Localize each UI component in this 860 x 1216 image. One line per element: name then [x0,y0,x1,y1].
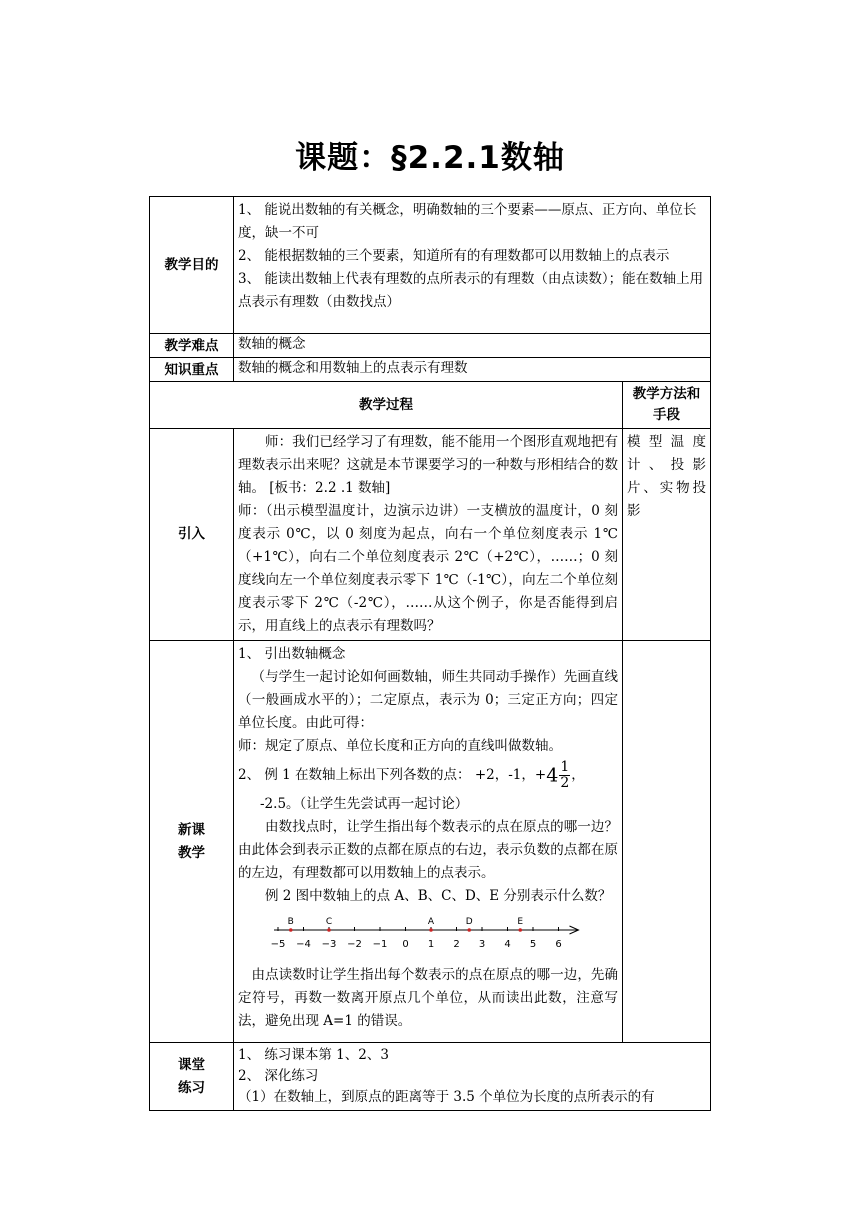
mixed-number-whole: 4 [546,764,559,787]
goal-item: 2、 能根据数轴的三个要素，知道所有的有理数都可以用数轴上的点表示 [238,248,670,264]
practice-row [150,1043,711,1111]
tick-label: 5 [529,938,537,950]
point-b [289,928,293,932]
new-lesson-content [234,641,623,1043]
practice-label-line: 课堂 [178,1056,205,1073]
new-lesson-label-line: 新课 [178,821,205,838]
point-label: D [465,916,473,927]
lesson-paragraph: -2.5。（让学生先尝试再一起讨论） [260,795,469,812]
key-points-row [150,358,711,382]
point-e [518,928,522,932]
fraction-numerator: 1 [560,759,570,775]
lesson-paragraph: 1、 引出数轴概念 [238,646,346,662]
tick-label: 6 [555,938,562,950]
practice-content [234,1043,711,1111]
tick-label: −4 [296,938,311,950]
fraction [559,760,570,791]
goal-item: 1、 能说出数轴的有关概念，明确数轴的三个要素——原点、正方向、单位长度，缺一不可 [238,202,697,241]
intro-label: 引入 [150,429,234,641]
intro-content [234,429,623,641]
example1-text: 2、 例 1 在数轴上标出下列各数的点： +2，-1，+ [238,767,547,783]
tick-label: −2 [347,938,362,950]
lesson-paragraph: 由点读数时让学生指出每个数表示的点在原点的哪一边，先确定符号，再数一数离开原点几个单位，从而读出此数，注意写法，避免出现 A=1 的错误。 [238,966,618,1029]
goals-content [234,197,711,334]
fraction-denominator: 2 [560,775,570,791]
key-points-text: 数轴的概念和用数轴上的点表示有理数 [234,358,711,382]
new-lesson-label [150,641,234,1043]
tick-label: 0 [402,938,409,950]
process-header-row [150,382,711,429]
lesson-paragraph: 例 2 图中数轴上的点 A、B、C、D、E 分别表示什么数？ [265,887,612,904]
practice-item: （1）在数轴上，到原点的距离等于 3.5 个单位为长度的点所表示的有 [238,1089,655,1105]
goal-item: 3、 能读出数轴上代表有理数的点所表示的有理数（由点读数）；能在数轴上用点表示有理数（由数找点） [238,271,704,310]
lesson-paragraph: 由数找点时，让学生指出每个数表示的点在原点的哪一边？由此体会到表示正数的点都在原点的右边，表示负数的点都在原的左边，有理数都可以用数轴上的点表示。 [238,818,618,881]
point-label: C [325,916,333,927]
difficulty-row [150,334,711,358]
method-header: 教学方法和手段 [623,382,711,429]
tick-label: 2 [453,938,460,950]
practice-item: 1、 练习课本第 1、2、3 [238,1047,389,1063]
tick-label: 4 [504,938,511,950]
example1-suffix: ， [571,767,585,783]
intro-row [150,429,711,641]
tick-label: 1 [427,938,435,950]
tick-label: −3 [321,938,337,950]
point-label: E [517,916,524,927]
tick-label: −5 [270,938,286,950]
point-label: B [287,916,294,927]
point-c [327,928,331,932]
tick-label: −1 [372,938,388,950]
lesson-paragraph: 师：规定了原点、单位长度和正方向的直线叫做数轴。 [238,738,562,754]
intro-paragraph: 师：我们已经学习了有理数，能不能用一个图形直观地把有理数表示出来呢？这就是本节课要学习的一种数与形相结合的数轴。 [板书：2.2 .1 数轴] [238,434,618,496]
new-lesson-row [150,641,711,1043]
key-points-label: 知识重点 [150,358,234,382]
point-d [467,928,471,932]
intro-method: 模型温度计、投影片、实物投影 [623,429,711,641]
goals-label: 教学目的 [150,197,234,334]
difficulty-text: 数轴的概念 [234,334,711,358]
process-header: 教学过程 [150,382,623,429]
page-title: 课题：§2.2.1数轴 [295,140,565,176]
new-lesson-label-line: 教学 [178,844,205,861]
lesson-paragraph: （与学生一起讨论如何画数轴，师生共同动手操作）先画直线（一般画成水平的）；二定原点，表示为 0；三定正方向；四定单位长度。由此可得： [238,669,618,731]
point-label: A [427,916,435,927]
number-line [268,908,588,958]
point-a [429,928,433,932]
number-line-figure [238,908,618,958]
lesson-table [149,196,711,1111]
example1-line [238,758,618,793]
new-lesson-method [623,641,711,1043]
tick-label: 3 [478,938,486,950]
practice-item: 2、 深化练习 [238,1068,319,1084]
intro-paragraph: 师：（出示模型温度计，边演示边讲）一支横放的温度计，0 刻度表示 0℃，以 0 刻度为起点，向右一个单位刻度表示 1℃（+1℃），向右二个单位刻度表示 2℃（+2℃），……；0 刻度线向左一个单位刻度表示零下 1℃（-1℃），向左二个单位刻度表示零下 2℃（-2℃），……从这个例子，你是否能得到启示，用直线上的点表示有理数吗？ [238,503,618,634]
practice-label [150,1043,234,1111]
practice-label-line: 练习 [178,1079,205,1096]
difficulty-label: 教学难点 [150,334,234,358]
goals-row [150,197,711,334]
